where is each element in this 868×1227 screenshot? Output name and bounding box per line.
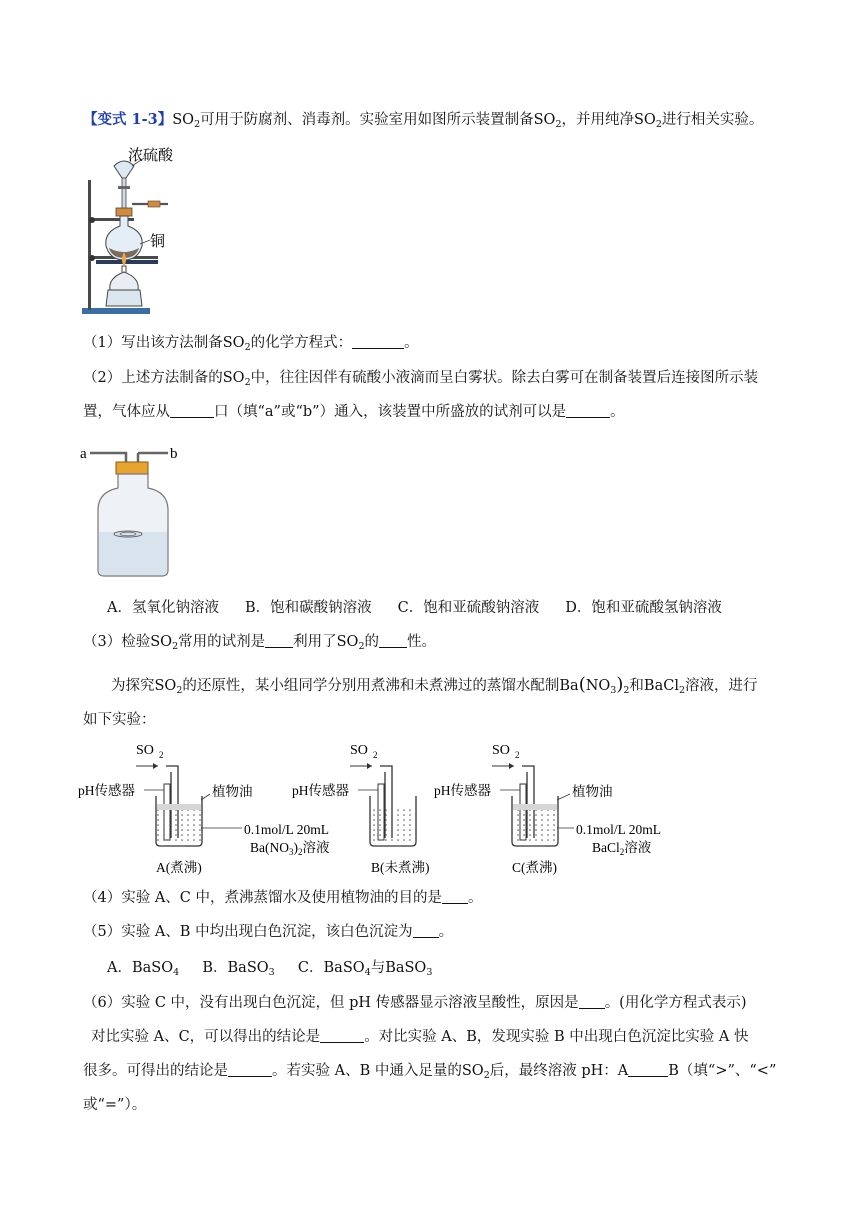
svg-text:0.1mol/L 20mL: 0.1mol/L 20mL [576, 822, 661, 837]
experiment-intro-line-2: 如下实验： [83, 712, 156, 728]
svg-text:Ba(NO3)2溶液: $Ba(NO_3)_2$溶液 [250, 840, 330, 857]
answer-blank-q2-reagent[interactable] [566, 403, 610, 418]
svg-text:pH传感器: pH传感器 [434, 783, 491, 798]
alcohol-lamp [110, 272, 138, 290]
svg-text:pH传感器: pH传感器 [292, 783, 349, 798]
svg-text:BaCl2溶液: BaCl$_2$溶液 [592, 840, 652, 857]
caption-c: C(煮沸) [512, 860, 557, 875]
stand-rod [88, 180, 91, 310]
variant-tag: 【变式 1-3】 [83, 111, 173, 128]
svg-text:SO: SO [492, 743, 510, 758]
option-5a[interactable]: A．BaSO$_4$ [107, 960, 180, 978]
experiment-b [292, 743, 430, 875]
gas-washing-bottle-figure [78, 440, 188, 580]
answer-blank-q6-equation[interactable] [579, 994, 605, 1009]
question-6-line-1: （6）实验 C 中，没有出现白色沉淀，但 pH 传感器显示溶液呈酸性，原因是 。(用化学方程式表示) [83, 995, 747, 1011]
question-6-line-2: 对比实验 A、C，可以得出的结论是 。对比实验 A、B，发现实验 B 中出现白色沉淀比实验 A 快 [91, 1029, 749, 1045]
caption-a: A(煮沸) [156, 860, 202, 875]
svg-text:SO: SO [136, 743, 154, 758]
answer-blank-q4[interactable] [442, 889, 468, 904]
experiment-c [434, 743, 661, 875]
label-concentrated-acid: 浓硫酸 [128, 148, 174, 164]
question-1: （1）写出该方法制备$SO_2$的化学方程式： 。 [83, 335, 419, 353]
svg-text:0.1mol/L 20mL: 0.1mol/L 20mL [244, 822, 329, 837]
svg-text:2: 2 [373, 750, 378, 760]
label-outlet-b: b [170, 446, 178, 462]
question-2-options [107, 598, 722, 618]
option-d[interactable]: D．饱和亚硫酸氢钠溶液 [565, 600, 722, 616]
answer-blank-q5[interactable] [413, 923, 439, 938]
experiment-a [78, 743, 330, 875]
experiment-intro-line-1: 为探究$SO_2$的还原性，某小组同学分别用煮沸和未煮沸过的蒸馏水配制$Ba(NO_3)_2$和BaCl$_2$溶液，进行 [111, 674, 758, 696]
problem-heading: 【变式 1-3】$SO_2$可用于防腐剂、消毒剂。实验室用如图所示装置制备$SO_2$，并用纯净$SO_2$进行相关实验。 [83, 111, 764, 130]
stand-base [82, 308, 150, 314]
answer-blank-q3-reagent[interactable] [265, 633, 293, 648]
question-6-line-3: 很多。可得出的结论是 。若实验 A、B 中通入足量的$SO_2$后，最终溶液 pH：A B（填“>”、“<” [83, 1063, 777, 1081]
answer-blank-q6-conclusion-ac[interactable] [320, 1028, 364, 1043]
option-5c[interactable]: C．BaSO$_4$与BaSO$_3$ [297, 960, 433, 978]
svg-text:植物油: 植物油 [572, 784, 613, 799]
svg-text:2: 2 [159, 750, 164, 760]
label-copper: 铜 [150, 234, 166, 250]
option-c[interactable]: C．饱和亚硫酸钠溶液 [397, 600, 540, 616]
question-2-line-2: 置，气体应从 口（填“a”或“b”）通入，该装置中所盛放的试剂可以是 。 [83, 404, 625, 420]
rubber-stopper [116, 462, 148, 474]
question-3: （3）检验$SO_2$常用的试剂是 利用了$SO_2$的 性。 [83, 634, 436, 652]
caption-b: B(未煮沸) [371, 860, 430, 875]
svg-text:SO: SO [350, 743, 368, 758]
option-b[interactable]: B．饱和碳酸钠溶液 [244, 600, 372, 616]
svg-text:植物油: 植物油 [212, 784, 253, 799]
svg-text:2: 2 [515, 750, 520, 760]
answer-blank-q1[interactable] [352, 334, 404, 349]
label-inlet-a: a [80, 446, 87, 462]
question-4: （4）实验 A、C 中，煮沸蒸馏水及使用植物油的目的是 。 [83, 890, 483, 906]
so2-generator-figure [78, 140, 208, 320]
answer-blank-q6-ph-compare[interactable] [628, 1062, 668, 1077]
answer-blank-q3-property[interactable] [379, 633, 407, 648]
answer-blank-q2-inlet[interactable] [170, 403, 214, 418]
svg-text:pH传感器: pH传感器 [78, 783, 135, 798]
experiments-figure [78, 738, 698, 880]
question-2-line-1: （2）上述方法制备的$SO_2$中，往往因伴有硫酸小液滴而呈白雾状。除去白雾可在制备装置后连接图所示装 [83, 370, 759, 388]
option-a[interactable]: A．氢氧化钠溶液 [107, 600, 219, 616]
question-5: （5）实验 A、B 中均出现白色沉淀，该白色沉淀为 。 [83, 924, 454, 940]
answer-blank-q6-conclusion-ab[interactable] [228, 1062, 272, 1077]
question-5-options [107, 958, 432, 978]
question-6-line-4: 或“=”）。 [83, 1097, 147, 1113]
option-5b[interactable]: B．BaSO$_3$ [202, 960, 275, 978]
